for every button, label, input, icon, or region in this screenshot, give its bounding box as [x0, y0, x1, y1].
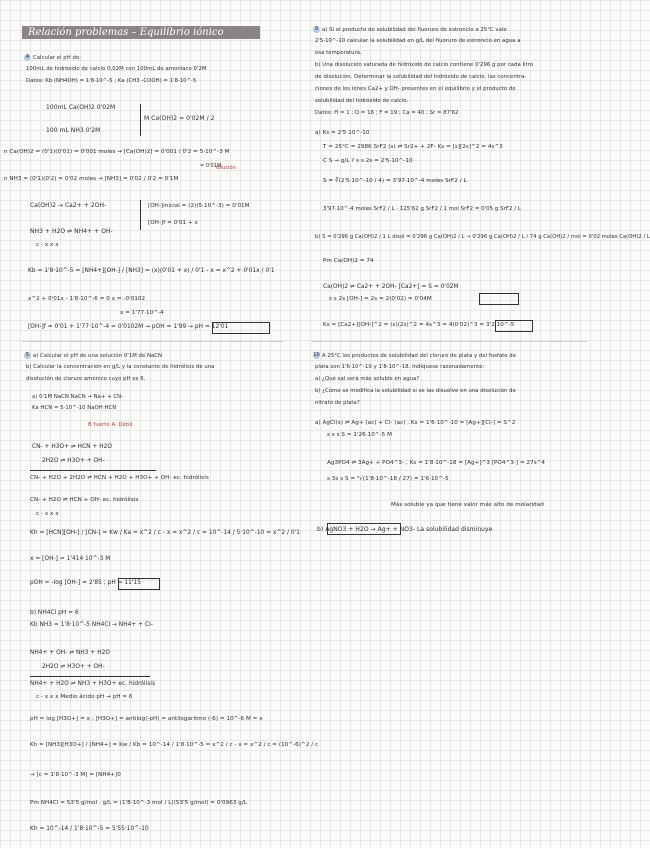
- work-line: Kb NH3 = 1'8·10^-5 NH4Cl → NH4+ + Cl-: [30, 622, 153, 628]
- sum-rule: [30, 470, 156, 471]
- statement-line: b) Calcular la concentración en g/L y la constante de hidrólisis de una: [26, 364, 215, 370]
- exercise-number-badge: 9: [314, 26, 319, 32]
- equation-line: 3'97·10^-4 moles SrF2 / L · 125'62 g SrF2 / 1 mol SrF2 = 0'05 g SrF2 / L: [323, 206, 521, 212]
- work-line: s s 2s [OH-] = 2s = 2(0'02) = 0'04M: [329, 296, 432, 302]
- statement-line: a) Si el producto de solubilidad del fluoruro de estroncio a 25°C vale: [322, 27, 507, 33]
- work-line: = 0'01M: [200, 163, 222, 169]
- reaction-line: Ca(OH)2 → Ca2+ + 2OH-: [30, 202, 107, 209]
- statement-line: A 25°C los productos de solubilidad del cloruro de plata y del fosfato de: [322, 353, 517, 359]
- reaction-line: CN- + H3O+ ⇌ HCN + H2O: [32, 444, 113, 450]
- statement-line: nitrato de plata?: [315, 400, 360, 406]
- statement-line: a) Calcular el pH de una solución 0'1M de NaCN: [33, 353, 163, 359]
- statement-line: disolución de cloruro amónico cuyo pH es 6.: [26, 376, 146, 382]
- reaction-line: 2H2O ⇌ H3O+ + OH-: [42, 458, 105, 464]
- statement-line: 2'5·10^-10 calcular la solubilidad en g/L del fluoruro de estroncio en agua a: [315, 38, 521, 44]
- dilution-note: dilución: [216, 165, 236, 171]
- base-acid-note: B fuerte A. Débil: [88, 422, 133, 428]
- result-box: [495, 320, 533, 332]
- divider: [22, 341, 284, 342]
- work-line: c - x x x: [36, 242, 59, 248]
- reaction-line: a) AgCl(s) ⇌ Ag+ (ac) + Cl- (ac) , Ks = 1'6·10^-10 = [Ag+][Cl-] = S^2: [315, 420, 516, 426]
- reaction-line: Ag3PO4 ⇌ 3Ag+ + PO4^3- , Ks = 1'8·10^-18 = [Ag+]^3 [PO4^3-] = 27s^4: [327, 460, 546, 466]
- statement-line: b) Una disolución saturada de hidróxido de calcio contiene 0'296 g por cada litro: [315, 62, 534, 68]
- statement-line: Calcular el pH de:: [33, 55, 82, 61]
- exercise-10-heading: [313, 352, 516, 360]
- brace: [140, 200, 141, 230]
- statement-line: solubilidad del hidróxido de calcio.: [315, 98, 409, 104]
- work-line: 100 mL NH3 0'2M: [46, 127, 101, 134]
- reactant-box: [327, 523, 401, 535]
- statement-line: esa temperatura.: [315, 50, 362, 56]
- result-line: Ks = [Ca2+][OH-]^2 = (s)(2s)^2 = 4s^3 = 4(0'02)^3 = 3'2·10^-5: [323, 322, 515, 328]
- statement-line: plata son 1'6·10^-10 y 1'8·10^-18. Indíquese razonadamente:: [315, 364, 485, 370]
- equation-line: Kb = 1'8·10^-5 = [NH4+][OH-] / [NH3] = (x)(0'01 + x) / 0'1 - x = x^2 + 0'01x / 0'1: [28, 268, 275, 274]
- sum-rule: [30, 676, 150, 677]
- statement-line: de disolución. Determinar la solubilidad del hidróxido de calcio, las concentra-: [315, 74, 527, 80]
- conclusion-line: Más soluble ya que tiene valor más alto de molaridad: [391, 502, 544, 508]
- work-line: s s s S = 1'26·10^-5 M: [327, 432, 392, 438]
- right-column: [305, 0, 650, 848]
- data-line: Datos: Kb (NH4OH) = 1'8·10^-5 ; Ka (CH3 -COOH) = 1'8·10^-5: [26, 78, 197, 84]
- work-line: b) NH4Cl pH = 6: [30, 610, 79, 616]
- result-line: Kh = 10^-14 / 1'8·10^-5 = 5'55·10^-10: [30, 826, 149, 832]
- result-box: [212, 322, 270, 334]
- statement-line: a) ¿Qué sal será más soluble en agua?: [315, 376, 420, 382]
- result-line: → [c = 1'8·10^-3 M] = [NH4+]0: [30, 772, 121, 778]
- reaction-line: Ca(OH)2 ⇌ Ca2+ + 2OH- [Ca2+] = S = 0'02M: [323, 284, 459, 290]
- equation-line: S = ∛(2'5·10^-10 / 4) = 3'97·10^-4 moles SrF2 / L: [323, 178, 467, 184]
- page-title: Relación problemas – Equilibrio iónico: [22, 26, 260, 39]
- work-line: Ka HCN = 5·10^-10 NaOH HCN: [32, 405, 117, 411]
- reaction-line: NH4+ + OH- ⇌ NH3 + H2O: [30, 650, 110, 656]
- reaction-line: NH3 + H2O ⇌ NH4+ + OH-: [30, 228, 113, 235]
- result-box: [118, 578, 160, 590]
- work-line: C S → g/L ? s s 2s = 2'5·10^-10: [323, 158, 413, 164]
- exercise-number-badge: 4: [25, 54, 30, 60]
- result-box: [479, 293, 519, 305]
- work-line: c - x x x: [36, 511, 59, 517]
- exercise-4-heading: [24, 54, 81, 62]
- exercise-5-heading: [24, 352, 162, 360]
- exercise-number-badge: 10: [313, 352, 320, 358]
- reaction-line: T = 25°C = 298K SrF2 (s) ⇌ Sr2+ + 2F- Ks = [s][2s]^2 = 4s^3: [323, 144, 503, 150]
- work-line: a) Ks = 2'5·10^-10: [315, 130, 370, 136]
- result-line: Pm NH4Cl = 53'5 g/mol · g/L = (1'8·10^-3 mol / L)(53'5 g/mol) = 0'0963 g/L: [30, 800, 247, 806]
- equation-line: Kh = [HCN][OH-] / [CN-] = Kw / Ka = x^2 / c - x = x^2 / c = 10^-14 / 5·10^-10 = x^2 / 0'1: [30, 530, 301, 536]
- work-line: n NH3 = (0'1)(0'2) = 0'02 moles → [NH3] = 0'02 / 0'2 = 0'1M: [4, 176, 179, 182]
- equation-line: x = 1'77·10^-4: [120, 310, 164, 316]
- exercise-number-badge: 5: [25, 352, 30, 358]
- result-line: pOH = -log [OH-] = 2'85 ; pH = 11'15: [30, 580, 142, 586]
- work-line: [OH-]inicial = (2)(5·10^-3) = 0'01M: [148, 203, 250, 209]
- result-line: [OH-]f = 0'01 + 1'77·10^-4 = 0'0102M → pOH = 1'99 → pH = 12'01: [28, 324, 229, 330]
- equation-line: pH = log [H3O+] = x ; [H3O+] = antilog(-pH) = antilogaritmo (-6) = 10^-6 M = x: [30, 716, 263, 722]
- left-column: [0, 0, 319, 848]
- equation-line: b) S = 0'296 g Ca(OH)2 / 1 L disol = 0'296 g Ca(OH)2 / L → 0'296 g Ca(OH)2 / L / 74 g Ca(OH)2 / mol = 0'02 moles Ca(OH)2 / L: [315, 234, 650, 240]
- reaction-line: CN- + H2O + 2H2O ⇌ HCN + H2O + H3O+ + OH- ec. hidrólisis: [30, 475, 209, 481]
- reaction-line: b) AgNO3 + H2O → Ag+ + NO3- La solubilidad disminuye: [317, 526, 493, 533]
- work-line: 100mL Ca(OH)2 0'02M: [46, 104, 116, 111]
- work-line: Pm Ca(OH)2 = 74: [323, 258, 374, 264]
- reaction-line: NH4+ + H2O ⇌ NH3 + H3O+ ec. hidrólisis: [30, 681, 156, 687]
- brace: [140, 104, 141, 136]
- divider: [311, 341, 587, 342]
- statement-line: b) ¿Cómo se modifica la solubilidad si se las disuelve en una disolución de: [315, 388, 516, 394]
- reaction-line: CN- + H2O ⇌ HCN + OH- ec. hidrólisis: [30, 497, 139, 503]
- work-line: M Ca(OH)2 = 0'02M / 2: [144, 115, 215, 122]
- work-line: a) 0'1M NaCN NaCN → Na+ + CN-: [32, 394, 124, 400]
- equation-line: x^2 + 0'01x - 1'8·10^-6 = 0 x = -0'0102: [28, 296, 146, 302]
- reaction-line: 2H2O ⇌ H3O+ + OH-: [42, 664, 105, 670]
- work-line: s 3s s S = ⁴√(1'8·10^-18 / 27) = 1'6·10^-5: [327, 476, 449, 482]
- work-line: n Ca(OH)2 = (0'1)(0'01) = 0'001 moles → [Ca(OH)2] = 0'001 / 0'2 = 5·10^-3 M: [4, 149, 230, 155]
- statement-line: 100mL de hidróxido de calcio 0,02M con 100mL de amoníaco 0'2M: [26, 66, 207, 72]
- data-line: Datos: H = 1 ; O = 16 ; F = 19 ; Ca = 40 ; Sr = 87'62: [315, 110, 459, 116]
- equation-line: Kh = [NH3][H3O+] / [NH4+] = Kw / Kb = 10^-14 / 1'8·10^-5 = x^2 / c - x ≈ x^2 / c = (10^-6)^2 / c: [30, 742, 319, 748]
- statement-line: ciones de los iones Ca2+ y OH- presentes en el equilibrio y el producto de: [315, 86, 516, 92]
- result-line: x = [OH-] = 1'414·10^-3 M: [30, 556, 111, 562]
- exercise-9-heading: [313, 26, 507, 34]
- work-line: [OH-]f = 0'01 + x: [148, 220, 198, 226]
- work-line: c - x x x Medio ácido pH → pH = 6: [36, 694, 133, 700]
